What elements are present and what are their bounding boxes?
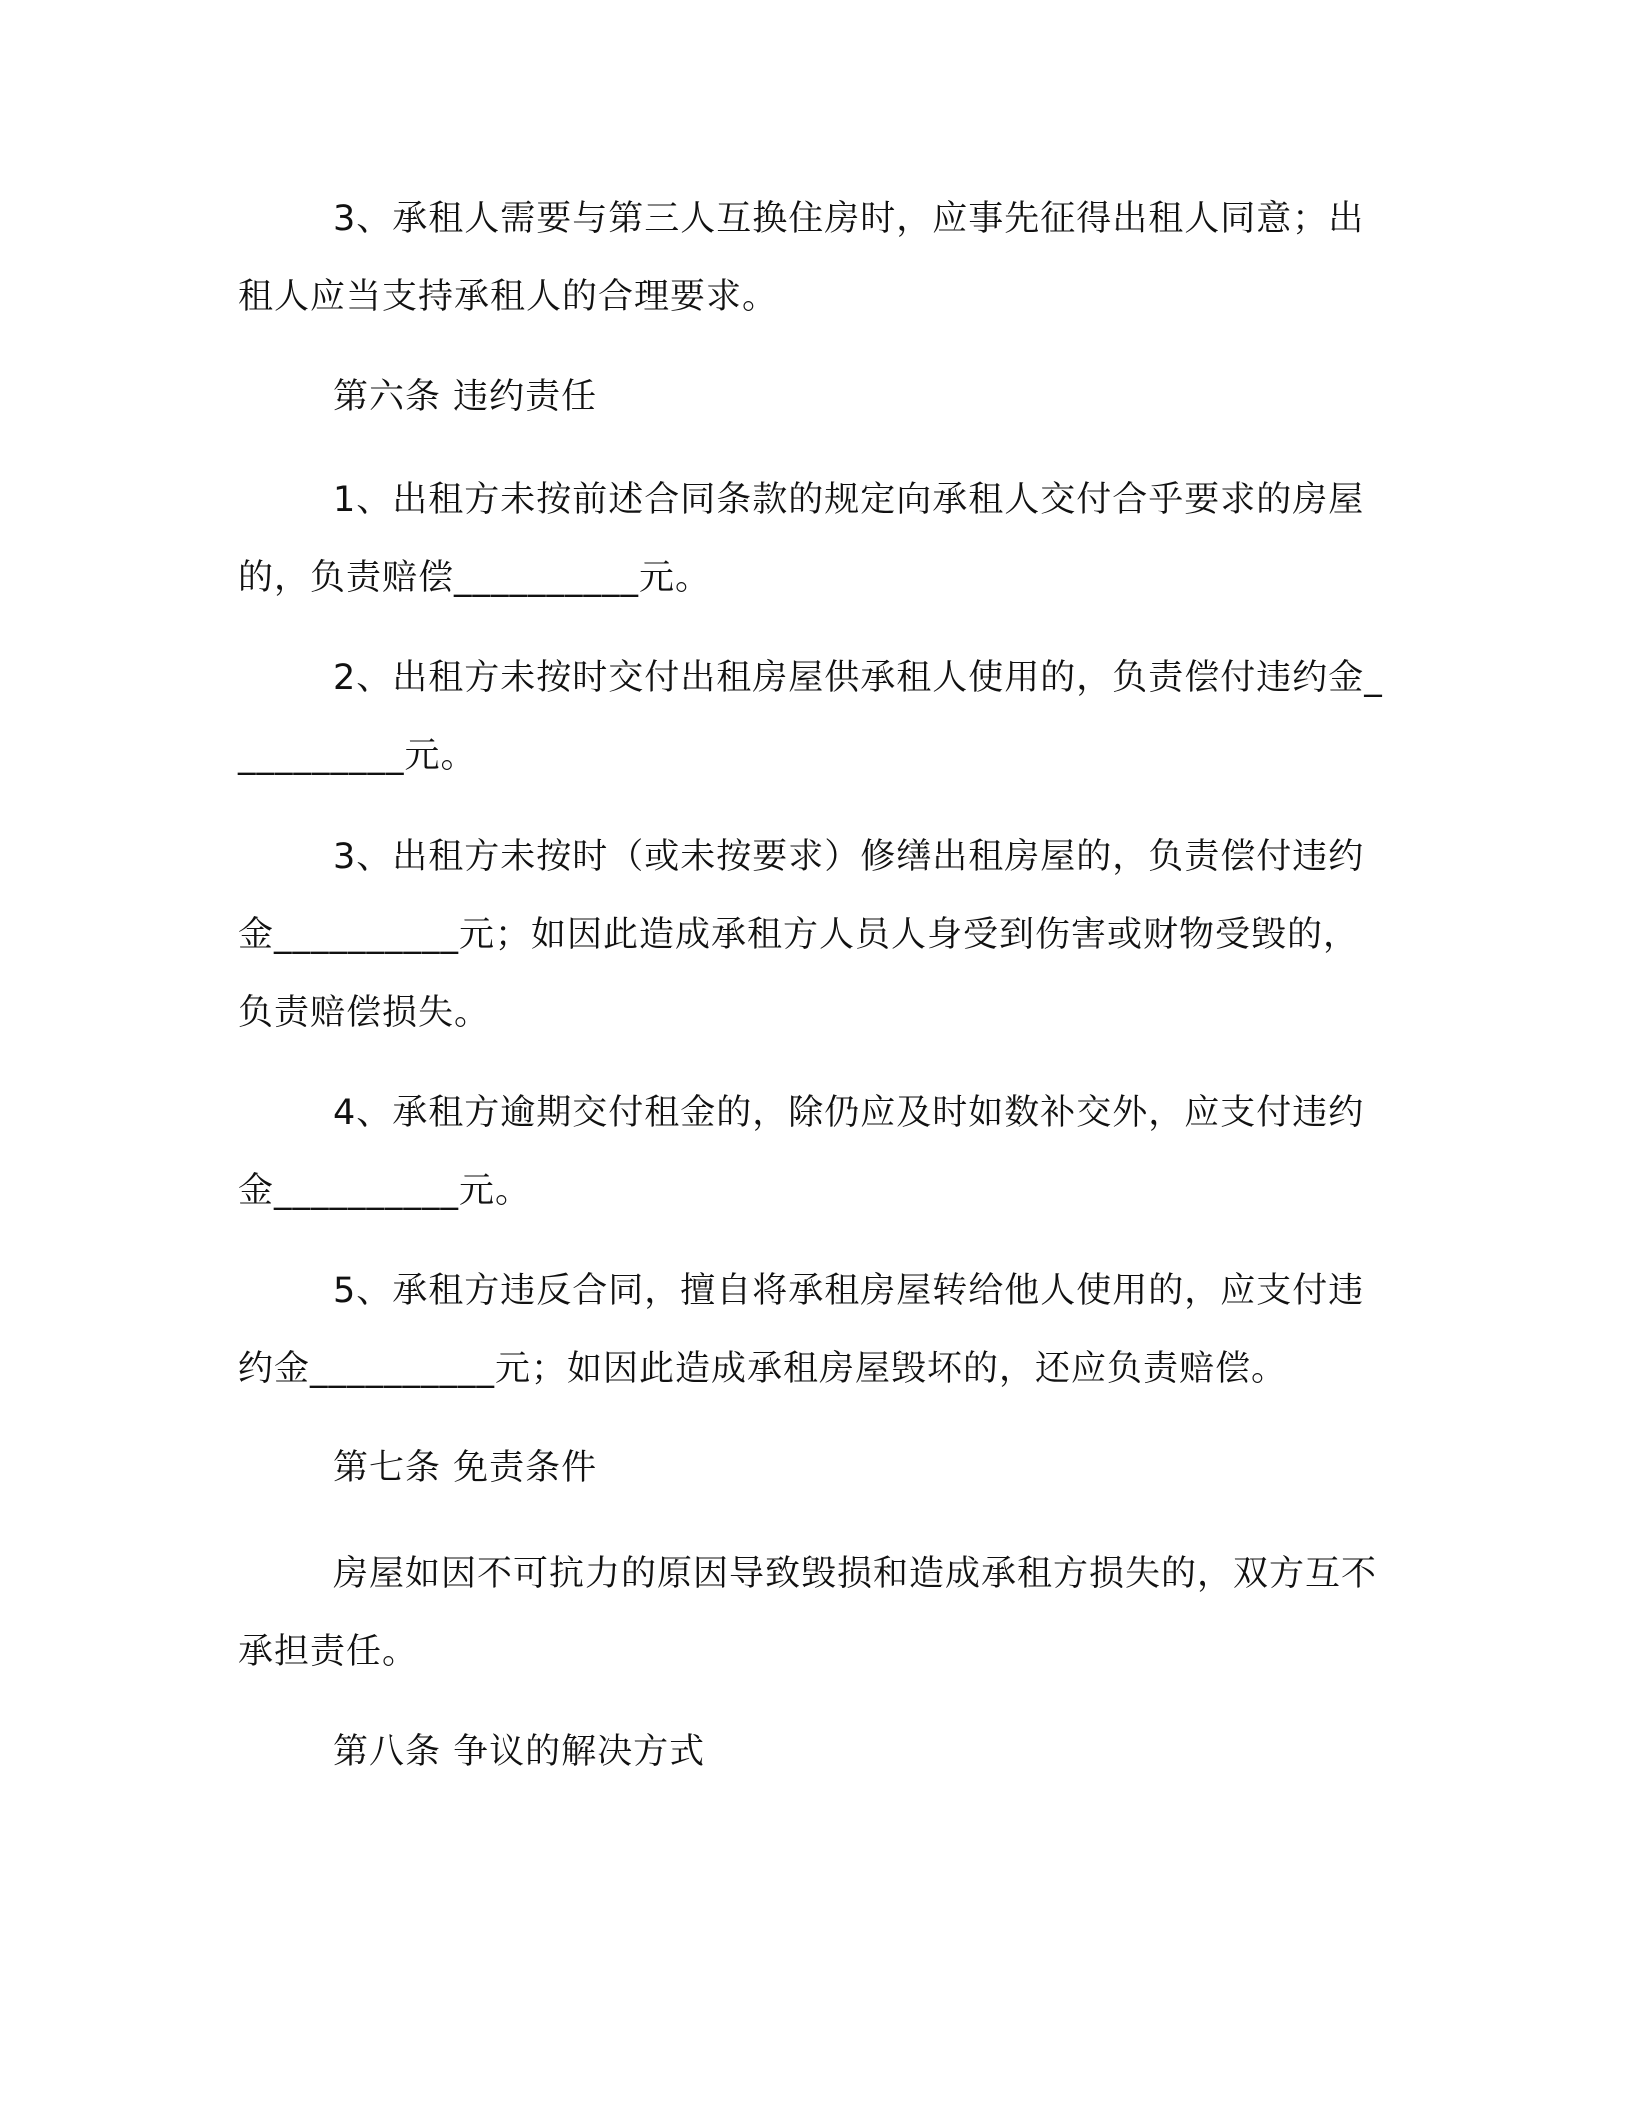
article-6-item-3: 3、出租方未按时（或未按要求）修缮出租房屋的，负责偿付违约金__________元；如因此造成承租方人员人身受到伤害或财物受毁的，负责赔偿损失。	[238, 837, 1365, 1033]
article-6-item-1: 1、出租方未按前述合同条款的规定向承租人交付合乎要求的房屋的，负责赔偿__________元。	[238, 480, 1365, 598]
article-6-heading: 第六条 违约责任	[333, 377, 598, 417]
article-8-heading: 第八条 争议的解决方式	[333, 1732, 706, 1772]
article-7-body: 房屋如因不可抗力的原因导致毁损和造成承租方损失的，双方互不承担责任。	[238, 1554, 1378, 1672]
article-6-item-5: 5、承租方违反合同，擅自将承租房屋转给他人使用的，应支付违约金__________元；如因此造成承租房屋毁坏的，还应负责赔偿。	[238, 1271, 1365, 1389]
clause-5-item-3: 3、承租人需要与第三人互换住房时，应事先征得出租人同意；出租人应当支持承租人的合理要求。	[238, 199, 1365, 317]
article-7-heading: 第七条 免责条件	[333, 1448, 598, 1488]
article-6-item-4: 4、承租方逾期交付租金的，除仍应及时如数补交外，应支付违约金__________元。	[238, 1093, 1365, 1211]
article-6-item-2: 2、出租方未按时交付出租房屋供承租人使用的，负责偿付违约金__________元。	[238, 658, 1383, 776]
